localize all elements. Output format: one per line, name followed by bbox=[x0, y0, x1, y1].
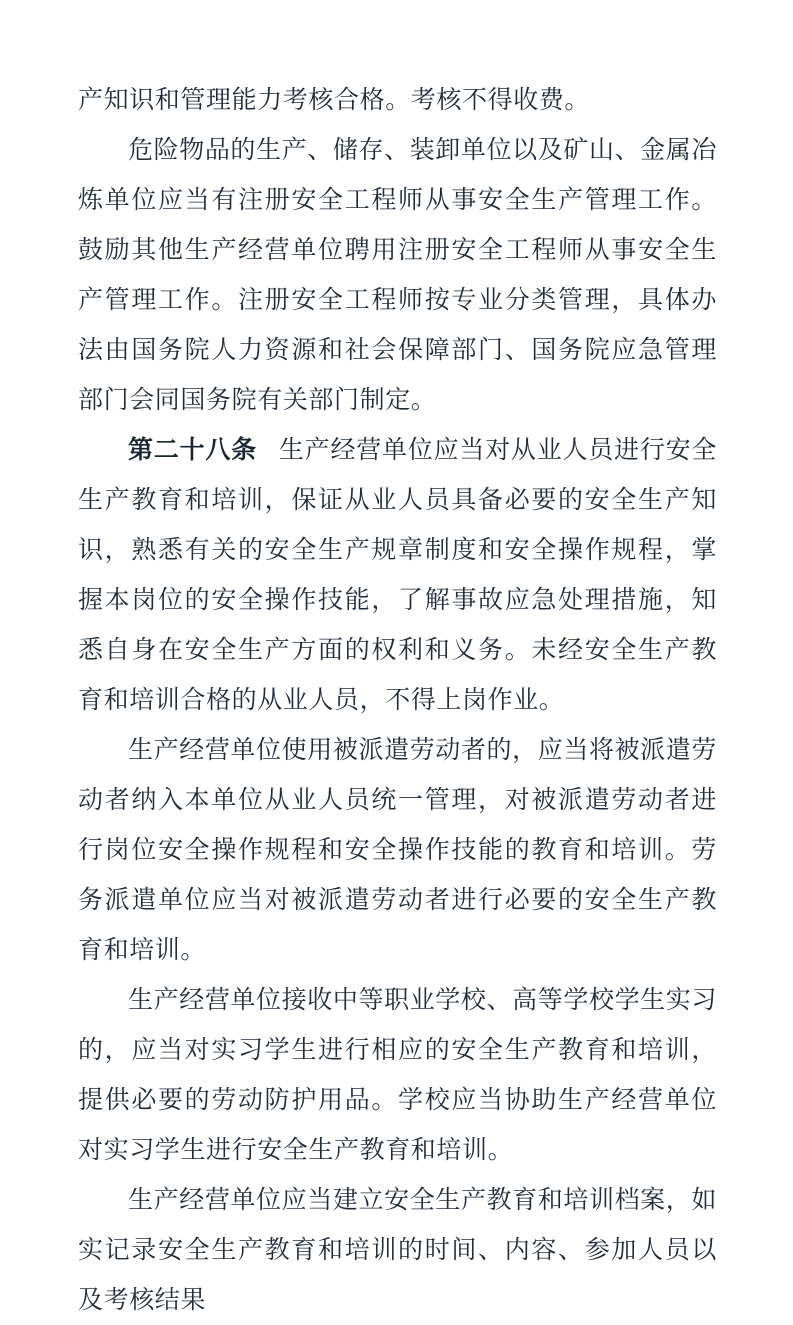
paragraph-text: 危险物品的生产、储存、装卸单位以及矿山、金属冶炼单位应当有注册安全工程师从事安全生产管理工作。鼓励其他生产经营单位聘用注册安全工程师从事安全生产管理工作。注册安全工程师按专业分类管理，具体办法由国务院人力资源和社会保障部门、国务院应急管理部门会同国务院有关部门制定。 bbox=[78, 135, 717, 414]
article-paragraph bbox=[78, 425, 717, 725]
paragraph bbox=[78, 975, 717, 1175]
paragraph-text: 生产经营单位应当建立安全生产教育和培训档案，如实记录安全生产教育和培训的时间、内容、参加人员以及考核结果 bbox=[78, 1185, 717, 1314]
paragraph-text: 生产经营单位使用被派遣劳动者的，应当将被派遣劳动者纳入本单位从业人员统一管理，对被派遣劳动者进行岗位安全操作规程和安全操作技能的教育和培训。劳务派遣单位应当对被派遣劳动者进行必要的安全生产教育和培训。 bbox=[78, 735, 717, 964]
article-title: 第二十八条 bbox=[128, 435, 257, 464]
paragraph-text: 生产经营单位应当对从业人员进行安全生产教育和培训，保证从业人员具备必要的安全生产知识，熟悉有关的安全生产规章制度和安全操作规程，掌握本岗位的安全操作技能，了解事故应急处理措施，知悉自身在安全生产方面的权利和义务。未经安全生产教育和培训合格的从业人员，不得上岗作业。 bbox=[78, 435, 717, 714]
paragraph bbox=[78, 125, 717, 425]
paragraph bbox=[78, 725, 717, 975]
paragraph bbox=[78, 1175, 717, 1325]
paragraph-text: 产知识和管理能力考核合格。考核不得收费。 bbox=[78, 85, 591, 114]
paragraph-text: 生产经营单位接收中等职业学校、高等学校学生实习的，应当对实习学生进行相应的安全生产教育和培训，提供必要的劳动防护用品。学校应当协助生产经营单位对实习学生进行安全生产教育和培训。 bbox=[78, 985, 717, 1164]
paragraph-continuation bbox=[78, 75, 717, 125]
